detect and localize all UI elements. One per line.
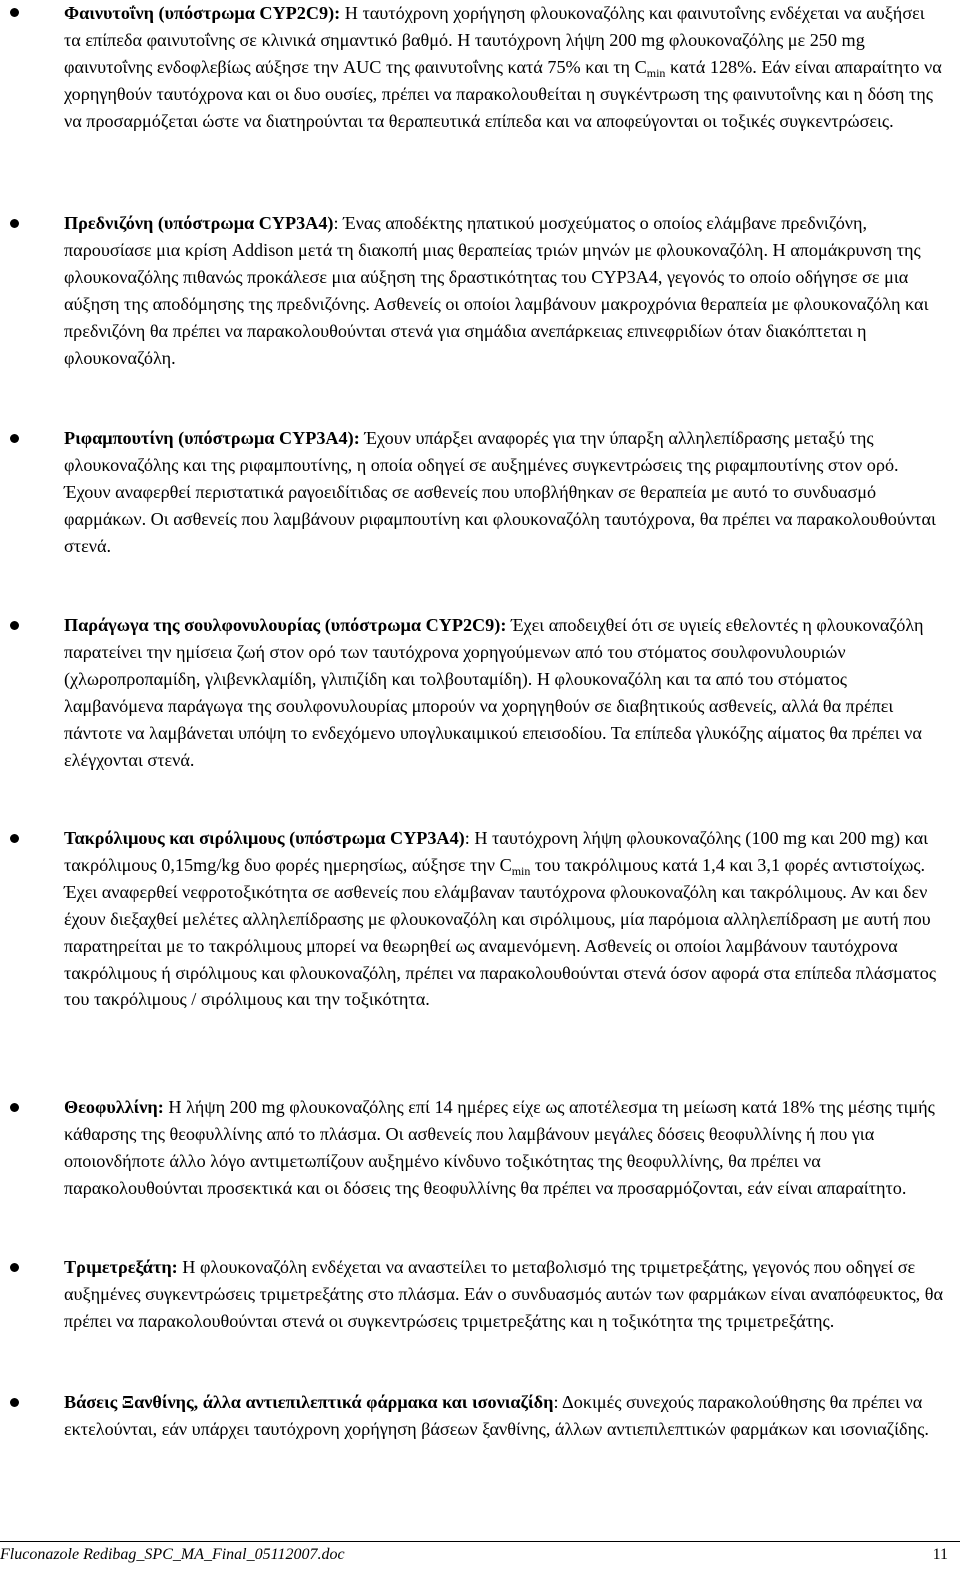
footer-filename: Fluconazole Redibag_SPC_MA_Final_05112007.doc	[0, 1546, 345, 1563]
item-text-continued: κατά 128%. Εάν είναι απαραίτητο να χορηγηθούν ταυτόχρονα και οι δυο ουσίες, πρέπει να παρακολουθείται η συγκέντρωση της φαινυτοΐνης και η δόση της να προσαρμόζεται ώστε να διατηρούνται τα θεραπευτικά επίπεδα και να αποφεύγονται οι τοξικές συγκεντρώσεις.	[64, 56, 942, 131]
item-text: : Δοκιμές συνεχούς παρακολούθησης θα πρέπει να εκτελούνται, εάν υπάρχει ταυτόχρονη χορήγηση βάσεων ξανθίνης, άλλων αντιεπιλεπτικών φαρμάκων και ισονιαζίδης.	[64, 1392, 929, 1439]
paragraph	[64, 825, 944, 1013]
paragraph	[64, 210, 944, 371]
bullet-icon	[10, 1103, 19, 1112]
item-heading: Φαινυτοΐνη (υπόστρωμα CYP2C9):	[64, 3, 341, 23]
item-text: Έχουν υπάρξει αναφορές για την ύπαρξη αλληλεπίδρασης μεταξύ της φλουκοναζόλης και της ριφαμπουτίνης, η οποία οδηγεί σε αυξημένες συγκεντρώσεις της ριφαμπουτίνης στον ορό. Έχουν αναφερθεί περιστατικά ραγοειδίτιδας σε ασθενείς που υποβλήθηκαν σε θεραπεία με αυτό το συνδυασμό φαρμάκων. Οι ασθενείς που λαμβάνουν ριφαμπουτίνη και φλουκοναζόλη ταυτόχρονα, θα πρέπει να παρακολουθούνται στενά.	[64, 428, 936, 556]
bullet-icon	[10, 621, 19, 630]
page-number: 11	[932, 1546, 948, 1563]
item-text: Η λήψη 200 mg φλουκοναζόλης επί 14 ημέρες είχε ως αποτέλεσμα τη μείωση κατά 18% της μέσης τιμής κάθαρσης της θεοφυλλίνης από το πλάσμα. Οι ασθενείς που λαμβάνουν μεγάλες δόσεις θεοφυλλίνης ή που για οποιονδήποτε άλλο λόγο αντιμετωπίζουν αυξημένο κίνδυνο τοξικότητας της θεοφυλλίνης, θα πρέπει να παρακολουθούνται προσεκτικά και οι δόσεις της θεοφυλλίνης θα πρέπει να προσαρμόζονται, εάν είναι απαραίτητο.	[64, 1097, 935, 1198]
item-text: : Ένας αποδέκτης ηπατικού μοσχεύματος ο οποίος ελάμβανε πρεδνιζόνη, παρουσίασε μια κρίση Addison μετά τη διακοπή μιας θεραπείας τριών μηνών με φλουκοναζόλη. Η απομάκρυνση της φλουκοναζόλης πιθανώς προκάλεσε μια αύξηση της δραστικότητας του CYP3A4, γεγονός το οποίο οδήγησε σε μια αύξηση της αποδόμησης της πρεδνιζόνης. Ασθενείς οι οποίοι λαμβάνουν μακροχρόνια θεραπεία με φλουκοναζόλη και πρεδνιζόνη θα πρέπει να παρακολουθούνται στενά για σημάδια ανεπάρκειας επινεφριδίων όταν διακόπτεται η φλουκοναζόλη.	[64, 213, 929, 368]
paragraph	[64, 425, 944, 560]
item-text: Η φλουκοναζόλη ενδέχεται να αναστείλει το μεταβολισμό της τριμετρεξάτης, γεγονός που οδηγεί σε αυξημένες συγκεντρώσεις τριμετρεξάτης στο πλάσμα. Εάν ο συνδυασμός αυτών των φαρμάκων είναι αναπόφευκτος, θα πρέπει να παρακολουθούνται στενά οι συγκεντρώσεις τριμετρεξάτης και η τοξικότητα της τριμετρεξάτης.	[64, 1257, 944, 1331]
paragraph	[64, 612, 944, 773]
item-heading: Θεοφυλλίνη:	[64, 1097, 164, 1117]
paragraph	[64, 1254, 944, 1335]
item-text: : Η ταυτόχρονη λήψη φλουκοναζόλης (100 mg και 200 mg) και τακρόλιμους 0,15mg/kg δυο φορές ημερησίως, αύξησε την C	[64, 828, 929, 875]
item-text: Έχει αποδειχθεί ότι σε υγιείς εθελοντές η φλουκοναζόλη παρατείνει την ημίσεια ζωή στον ορό των ταυτόχρονα χορηγούμενων από του στόματος σουλφονυλουριών (χλωροπροπαμίδη, γλιβενκλαμίδη, γλιπιζίδη και τολβουταμίδη). Η φλουκοναζόλη και τα από του στόματος λαμβανόμενα παράγωγα της σουλφονυλουρίας μπορούν να χορηγηθούν σε διαβητικούς ασθενείς, αλλά θα πρέπει πάντοτε να λαμβάνεται υπόψη το ενδεχόμενο υπογλυκαιμικού επεισοδίου. Τα επίπεδα γλυκόζης αίματος θα πρέπει να ελέγχονται στενά.	[64, 615, 924, 770]
bullet-icon	[10, 219, 19, 228]
item-heading: Βάσεις Ξανθίνης, άλλα αντιεπιλεπτικά φάρμακα και ισονιαζίδη	[64, 1392, 554, 1412]
footer-divider	[0, 1541, 960, 1542]
bullet-icon	[10, 834, 19, 843]
paragraph	[64, 0, 944, 135]
item-heading: Παράγωγα της σουλφονυλουρίας (υπόστρωμα CYP2C9):	[64, 615, 507, 635]
bullet-icon	[10, 434, 19, 443]
item-heading: Ριφαμπουτίνη (υπόστρωμα CYP3A4):	[64, 428, 360, 448]
subscript: min	[511, 863, 531, 878]
bullet-icon	[10, 8, 19, 17]
bullet-icon	[10, 1398, 19, 1407]
item-heading: Τριμετρεξάτη:	[64, 1257, 178, 1277]
bullet-icon	[10, 1263, 19, 1272]
paragraph	[64, 1389, 944, 1443]
item-heading: Πρεδνιζόνη (υπόστρωμα CYP3A4)	[64, 213, 334, 233]
subscript: min	[646, 65, 666, 80]
item-text-continued: του τακρόλιμους κατά 1,4 και 3,1 φορές αντιστοίχως. Έχει αναφερθεί νεφροτοξικότητα σε ασθενείς που ελάμβαναν ταυτόχρονα φλουκοναζόλη και τακρόλιμους. Αν και δεν έχουν διεξαχθεί μελέτες αλληλεπίδρασης με φλουκοναζόλη και σιρόλιμους, μία παρόμοια αλληλεπίδραση με αυτή που παρατηρείται με το τακρόλιμους μπορεί να θεωρηθεί ως αναμενόμενη. Ασθενείς οι οποίοι λαμβάνουν ταυτόχρονα τακρόλιμους ή σιρόλιμους και φλουκοναζόλη, πρέπει να παρακολουθούνται στενά όσον αφορά στα επίπεδα πλάσματος του τακρόλιμους / σιρόλιμους και την τοξικότητα.	[64, 854, 937, 1010]
item-heading: Τακρόλιμους και σιρόλιμους (υπόστρωμα CYP3A4)	[64, 828, 465, 848]
item-text: Η ταυτόχρονη χορήγηση φλουκοναζόλης και φαινυτοΐνης ενδέχεται να αυξήσει τα επίπεδα φαινυτοΐνης σε κλινικά σημαντικό βαθμό. Η ταυτόχρονη λήψη 200 mg φλουκοναζόλης με 250 mg φαινυτοΐνης ενδοφλεβίως αύξησε την AUC της φαινυτοΐνης κατά 75% και τη C	[64, 3, 925, 77]
paragraph	[64, 1094, 944, 1202]
